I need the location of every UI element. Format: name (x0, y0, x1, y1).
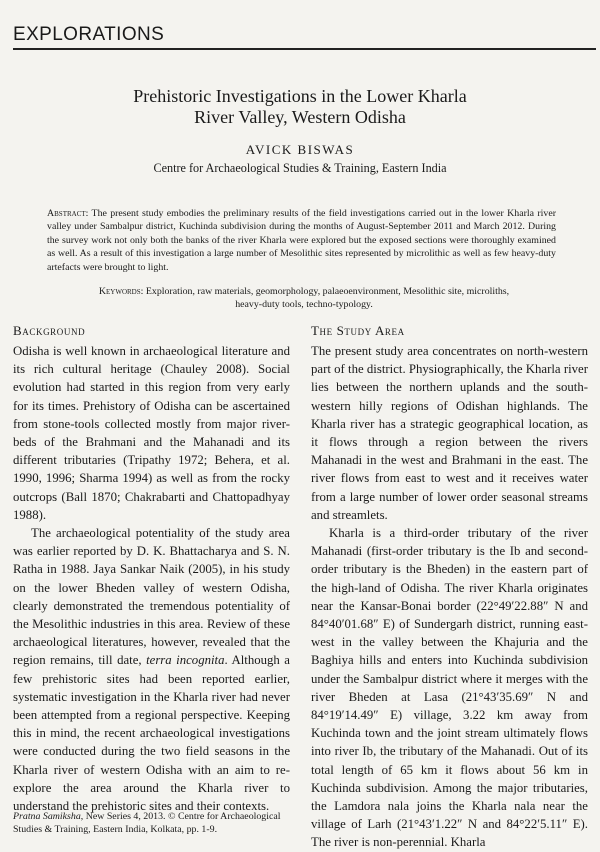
right-column (311, 322, 588, 852)
author-affiliation: Centre for Archaeological Studies & Training, Eastern India (153, 161, 447, 175)
background-paragraph-2-part-a: The archaeological potentiality of the study area was earlier reported by D. K. Bhattacharya and S. N. Ratha in 1988. Jaya Sankar Naik (2005), in his study on the lower Bheden valley of western Odisha, clearly demonstrated the tremendous potentiality of the Mesolithic industries in this area. Review of these archaeological literatures, however, revealed that the region remains, till date, (13, 526, 290, 668)
background-paragraph-2 (13, 524, 290, 815)
left-column (13, 322, 290, 815)
journal-name: Pratna Samiksha (13, 811, 81, 822)
keywords (98, 285, 510, 312)
study-area-paragraph-2: Kharla is a third-order tributary of the river Mahanadi (first-order tributary is the Ib and second-order tributary is the Bheden) in the eastern part of the high-land of Odisha. The river Kharla originates near the Kansar-Bonai border (22°49′22.88″ N and 84°40′01.68″ E) of Sundergarh district, running east-west in the valley between the Khajuria and the Baghiya hills and enters into Kuchinda subdivision under the Sambalpur district where it merges with the river Bheden at Lasa (21°43′35.69″ N and 84°19′14.49″ E) village, 3.22 km away from Kuchinda town and the joint stream ultimately flows into river Ib, the tributary of the Mahanadi. Out of its total length of 65 km it flows about 56 km in Kuchinda subdivision. Among the major tributaries, the Lamdora nala joins the Kharla nala near the village of Larh (21°43′1.22″ N and 84°22′5.11″ E). The river is non-perennial. Kharla (311, 526, 588, 850)
title-line-1: Prehistoric Investigations in the Lower Kharla (133, 86, 467, 106)
background-paragraph-2-part-b: . Although a few prehistoric sites had been reported earlier, systematic investigation in the Kharla river had never been attempted from a regional perspective. Keeping this in mind, the recent archaeological investigations were conducted during the two field seasons in the Kharla river of western Odisha with an aim to re-explore the area around the Kharla river to understand the prehistoric sites and their contexts. (13, 653, 290, 814)
article-title (0, 86, 600, 128)
author-name: AVICK BISWAS (245, 142, 355, 157)
keywords-label: Keywords: (98, 286, 144, 297)
study-area-heading: The Study Area (311, 323, 405, 338)
header-rule (13, 48, 596, 50)
terra-incognita-italic: terra incognita (146, 653, 225, 668)
abstract-text: The present study embodies the preliminary results of the field investigations carried out in the lower Kharla river valley under Sambalpur district, Kuchinda subdivision during the months of August-September 2011 and March 2012. During the survey work not only both the banks of the river Kharla were explored but the exposed sections were thoroughly examined as well. As a result of this investigation a large number of Mesolithic sites represented by microlithic as well as few heavy-duty artefacts were brought to light. (47, 208, 556, 273)
study-area-paragraph-1: The present study area concentrates on north-western part of the district. Physiographically, the Kharla river lies between the northern uplands and the south-western hilly regions of Odishan highlands. The Kharla river has a strategic geographical location, as it flows through a region between the rivers Mahanadi in the west and Brahmani in the east. The river flows from east to west and it receives water from a large number of lower order seasonal streams and streamlets. (311, 344, 588, 522)
background-heading: Background (13, 323, 86, 338)
background-paragraph-1: Odisha is well known in archaeological literature and its rich cultural heritage (Chauley 2008). Social evolution had started in this region from very early for its times. Prehistory of Odisha can be ascertained from stone-tools collected mostly from major river-beds of the Brahmani and the Mahanadi and its different tributaries (Tripathy 1972; Behera, et al. 1990, 1996; Sharma 1994) as well as from the rocky outcrops (Ball 1870; Chakrabarti and Chattopadhyay 1988). (13, 344, 290, 522)
abstract-label: Abstract: (47, 208, 89, 219)
footer-citation (13, 810, 303, 836)
section-label: EXPLORATIONS (13, 24, 165, 45)
keywords-text: Exploration, raw materials, geomorphology, palaeoenvironment, Mesolithic site, microliths, heavy-duty tools, techno-typology. (143, 286, 510, 311)
title-line-2: River Valley, Western Odisha (194, 107, 406, 127)
abstract (47, 207, 556, 274)
citation-text: , New Series 4, 2013. © Centre for Archaeological Studies & Training, Eastern India, Kolkata, pp. 1-9. (13, 811, 281, 835)
